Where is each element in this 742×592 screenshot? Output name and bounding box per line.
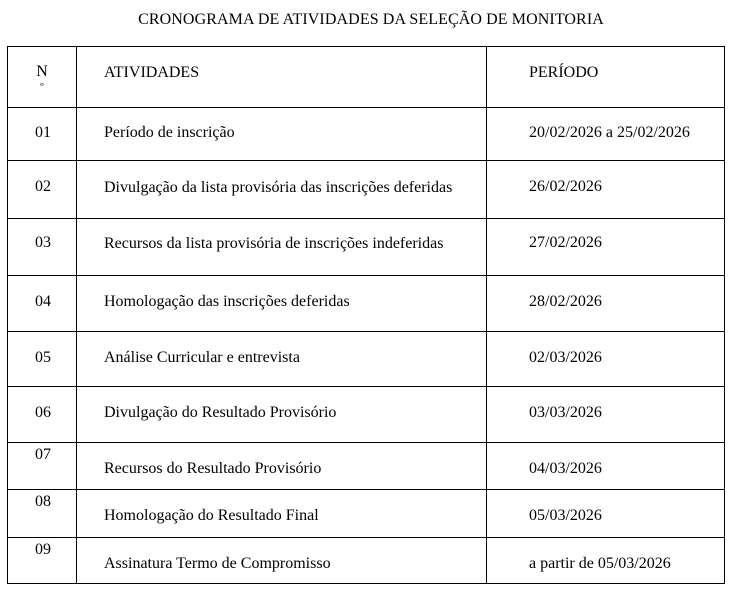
header-number-letter: N — [36, 63, 48, 80]
row-period: 27/02/2026 — [487, 219, 725, 276]
header-number-symbol: º — [40, 81, 44, 93]
row-number: 09 — [8, 538, 77, 584]
row-number: 08 — [8, 490, 77, 538]
row-period: 26/02/2026 — [487, 161, 725, 219]
row-period: 05/03/2026 — [487, 490, 725, 538]
header-row — [8, 47, 725, 108]
table-row — [8, 332, 725, 387]
row-activity: Recursos do Resultado Provisório — [77, 443, 487, 490]
row-activity: Assinatura Termo de Compromisso — [77, 538, 487, 584]
row-number: 03 — [8, 219, 77, 276]
row-activity: Recursos da lista provisória de inscrições indeferidas — [77, 219, 487, 276]
page-title: CRONOGRAMA DE ATIVIDADES DA SELEÇÃO DE MONITORIA — [138, 11, 604, 28]
table-row — [8, 490, 725, 538]
row-period: 04/03/2026 — [487, 443, 725, 490]
row-activity: Divulgação da lista provisória das inscrições deferidas — [77, 161, 487, 219]
row-number: 01 — [8, 108, 77, 161]
row-number: 05 — [8, 332, 77, 387]
table-row — [8, 219, 725, 276]
table-row — [8, 443, 725, 490]
row-period: 20/02/2026 a 25/02/2026 — [487, 108, 725, 161]
row-activity: Divulgação do Resultado Provisório — [77, 387, 487, 443]
row-period: 02/03/2026 — [487, 332, 725, 387]
row-activity: Homologação das inscrições deferidas — [77, 276, 487, 332]
header-period: PERÍODO — [487, 47, 725, 108]
header-number — [8, 47, 77, 108]
row-number: 07 — [8, 443, 77, 490]
table-row — [8, 387, 725, 443]
row-period: 03/03/2026 — [487, 387, 725, 443]
row-number: 04 — [8, 276, 77, 332]
row-activity: Homologação do Resultado Final — [77, 490, 487, 538]
row-number: 06 — [8, 387, 77, 443]
table-row — [8, 538, 725, 584]
header-activities: ATIVIDADES — [77, 47, 487, 108]
table-row — [8, 276, 725, 332]
table-row — [8, 108, 725, 161]
row-number: 02 — [8, 161, 77, 219]
schedule-table — [7, 46, 725, 584]
row-activity: Período de inscrição — [77, 108, 487, 161]
row-period: a partir de 05/03/2026 — [487, 538, 725, 584]
table-row — [8, 161, 725, 219]
row-activity: Análise Curricular e entrevista — [77, 332, 487, 387]
row-period: 28/02/2026 — [487, 276, 725, 332]
